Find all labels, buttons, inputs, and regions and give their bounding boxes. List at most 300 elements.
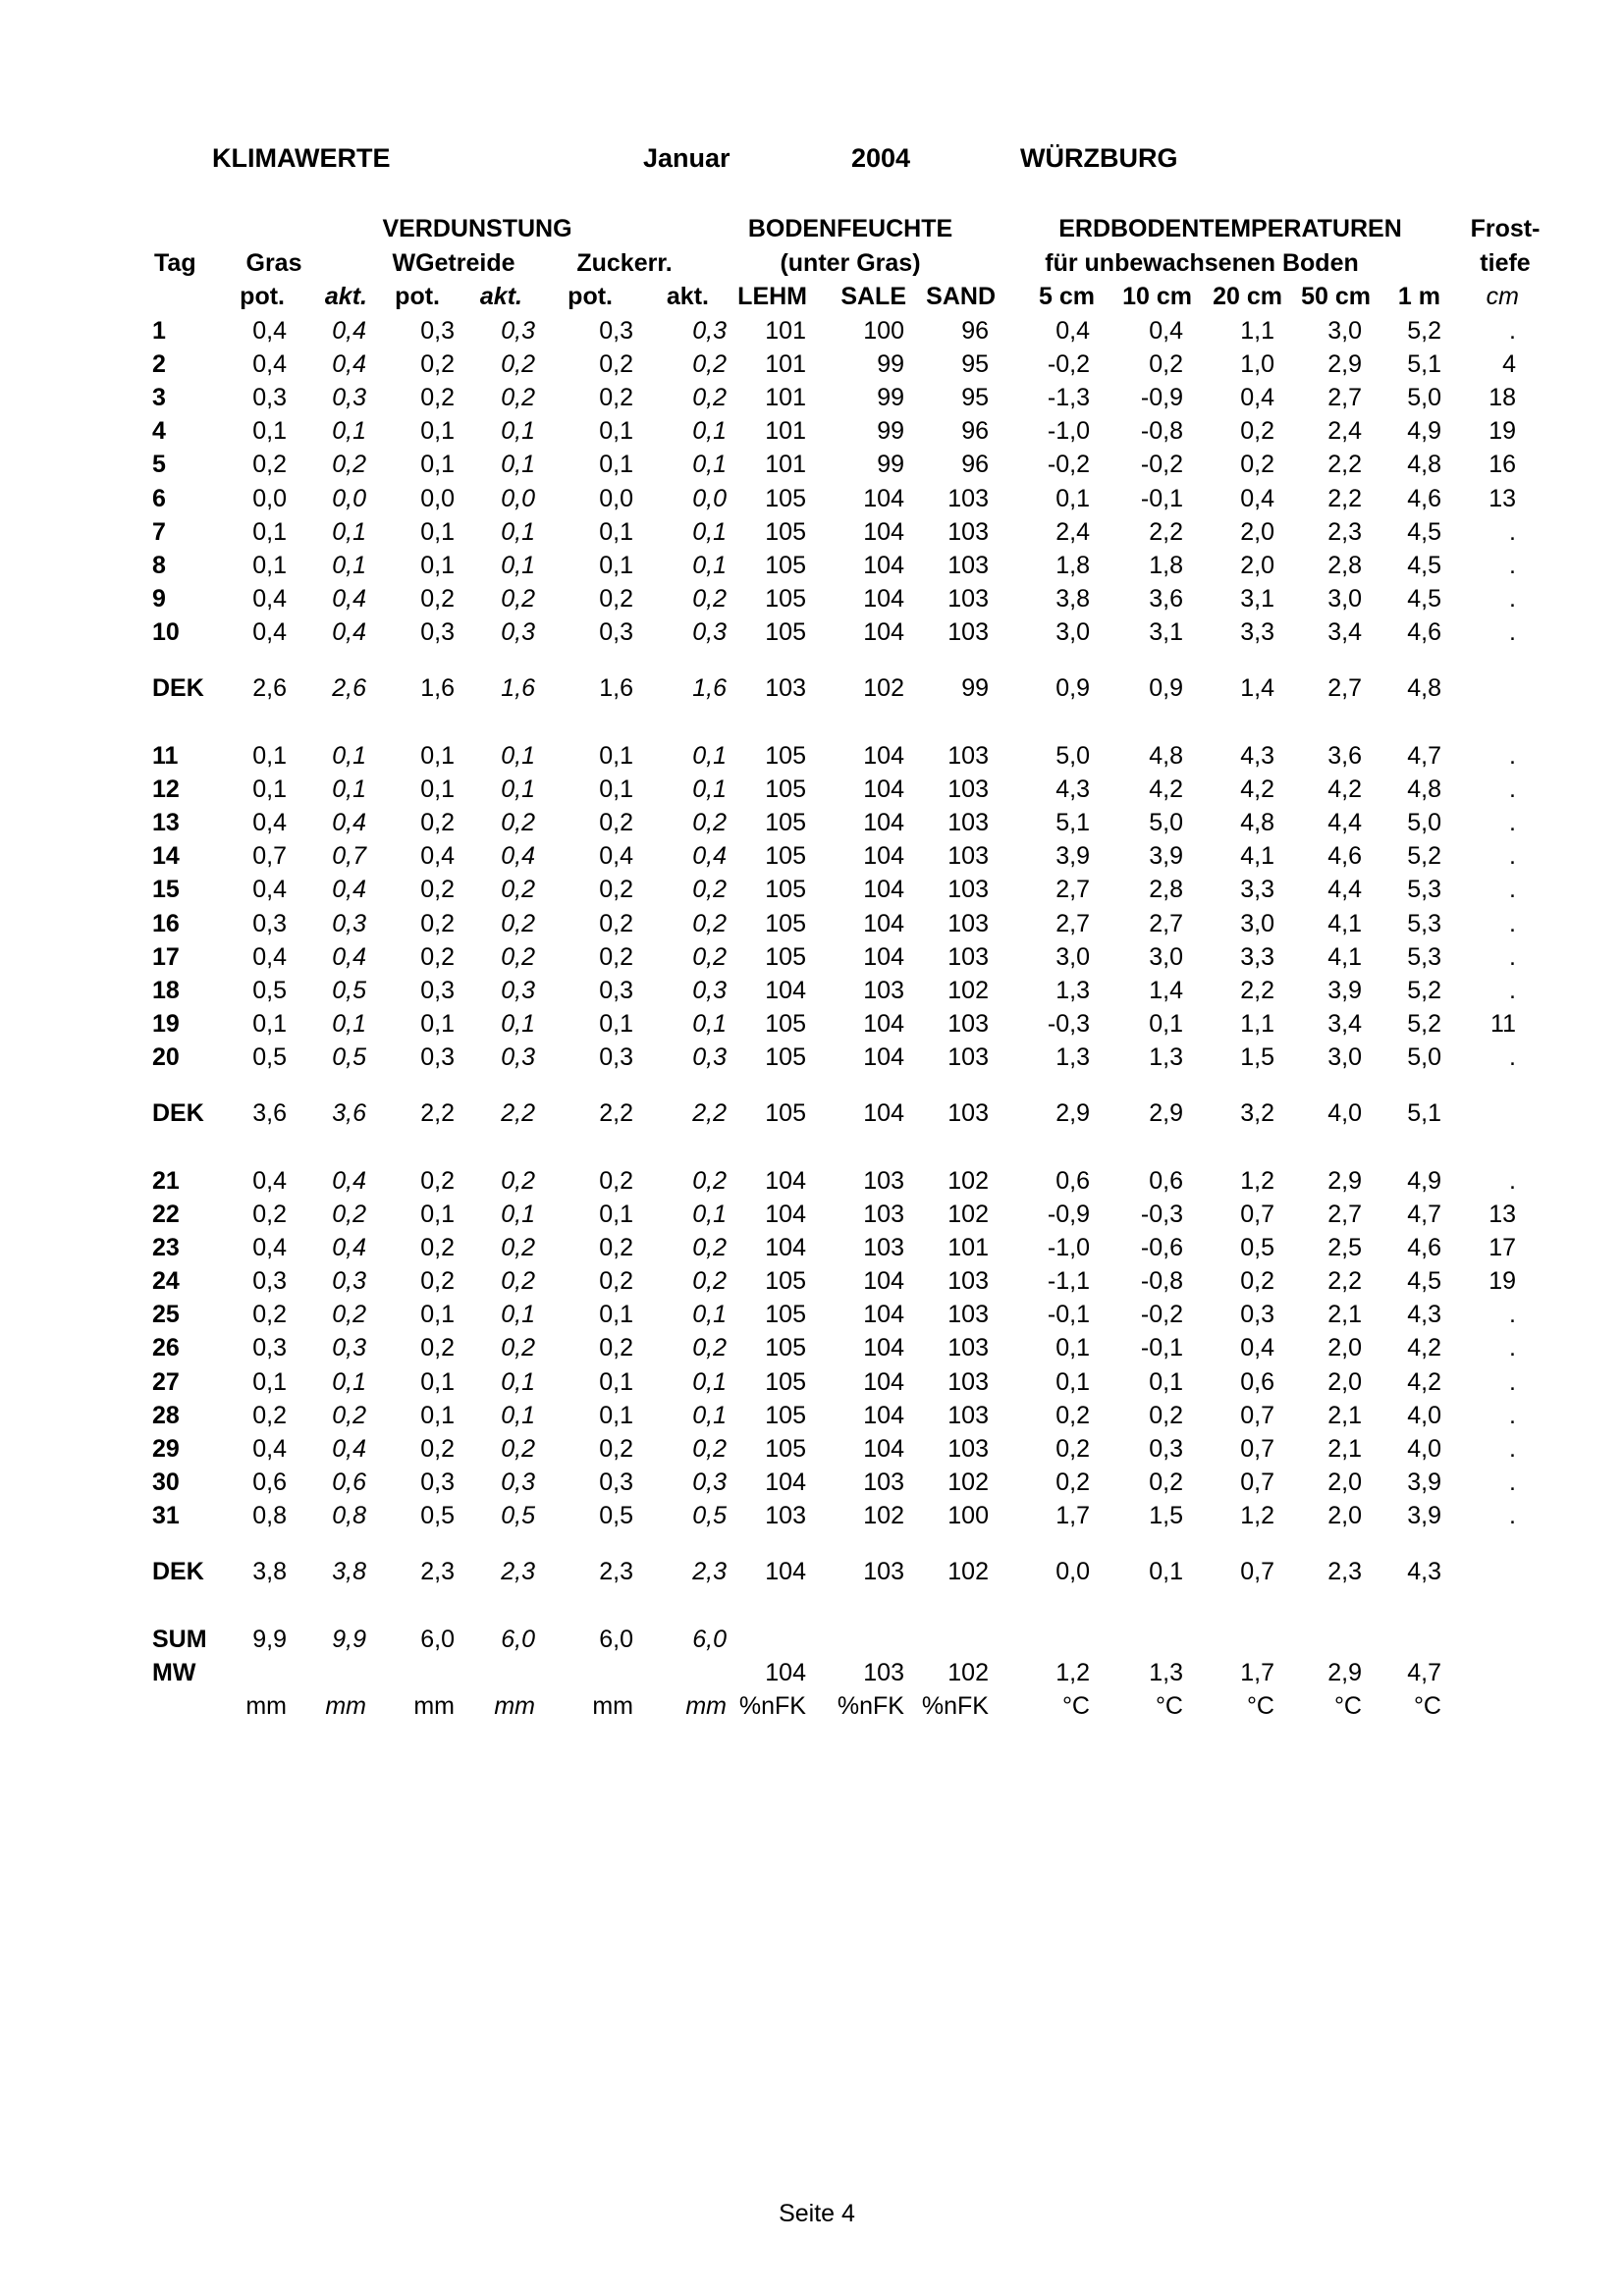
cell-zuckerr-akt: 0,3 xyxy=(692,1468,727,1496)
cell-temp-1m: 5,0 xyxy=(1407,1043,1441,1071)
cell-temp-1m: 4,9 xyxy=(1407,417,1441,445)
cell-temp-50cm: 2,1 xyxy=(1327,1435,1362,1463)
cell-temp-5cm: 3,8 xyxy=(1055,585,1090,613)
cell-temp-10cm: -0,1 xyxy=(1140,485,1183,512)
cell-temp-50cm: 2,0 xyxy=(1327,1502,1362,1529)
cell-frosttiefe: . xyxy=(1509,552,1516,579)
cell-temp-5cm: -0,2 xyxy=(1047,350,1090,378)
cell-sand: 103 xyxy=(947,876,989,903)
cell-sale: 104 xyxy=(863,1435,904,1463)
doc-title-month: Januar xyxy=(643,143,730,173)
cell-temp-10cm: 0,3 xyxy=(1149,1435,1183,1463)
cell-temp-5cm: -1,0 xyxy=(1047,1234,1090,1261)
cell-sale: 104 xyxy=(863,1368,904,1396)
header-temp-5cm: 5 cm xyxy=(1039,283,1095,310)
cell-gras-akt: 0,4 xyxy=(332,1234,366,1261)
cell-frosttiefe: . xyxy=(1509,1167,1516,1195)
cell-zuckerr-akt: 0,1 xyxy=(692,1010,727,1038)
cell-sand: 103 xyxy=(947,1267,989,1295)
cell-gras-akt: 0,3 xyxy=(332,1267,366,1295)
cell-zuckerr-akt: 0,3 xyxy=(692,977,727,1004)
cell-temp-5cm: 1,2 xyxy=(1055,1659,1090,1686)
cell-zuckerr-akt: 0,2 xyxy=(692,1267,727,1295)
cell-zuckerr-akt: mm xyxy=(685,1692,727,1720)
cell-wgetreide-pot: 0,2 xyxy=(420,585,455,613)
cell-lehm: 105 xyxy=(765,552,806,579)
cell-gras-akt: 0,7 xyxy=(332,842,366,870)
cell-wgetreide-akt: 0,2 xyxy=(501,1435,535,1463)
cell-wgetreide-akt: 0,1 xyxy=(501,518,535,546)
cell-temp-20cm: 0,4 xyxy=(1240,485,1274,512)
cell-day: 1 xyxy=(152,317,166,345)
cell-temp-1m: 4,8 xyxy=(1407,451,1441,478)
cell-frosttiefe: 19 xyxy=(1488,417,1516,445)
cell-temp-10cm: 1,4 xyxy=(1149,977,1183,1004)
cell-sale: 99 xyxy=(877,451,904,478)
cell-sand: 103 xyxy=(947,809,989,836)
cell-wgetreide-pot: 0,2 xyxy=(420,809,455,836)
cell-zuckerr-pot: 0,1 xyxy=(599,742,633,770)
cell-gras-akt: 0,2 xyxy=(332,1201,366,1228)
cell-temp-10cm: 4,2 xyxy=(1149,775,1183,803)
cell-zuckerr-pot: 0,1 xyxy=(599,518,633,546)
cell-temp-20cm: 1,2 xyxy=(1240,1502,1274,1529)
cell-lehm: 105 xyxy=(765,1267,806,1295)
cell-sale: 104 xyxy=(863,1043,904,1071)
cell-temp-20cm: 3,2 xyxy=(1240,1099,1274,1127)
cell-sale: 104 xyxy=(863,552,904,579)
cell-sale: 102 xyxy=(863,1502,904,1529)
cell-gras-akt: 2,6 xyxy=(332,674,366,702)
cell-wgetreide-akt: 0,0 xyxy=(501,485,535,512)
cell-lehm: 104 xyxy=(765,1558,806,1585)
cell-wgetreide-akt: 0,2 xyxy=(501,350,535,378)
cell-zuckerr-akt: 0,2 xyxy=(692,350,727,378)
header-gras-pot: pot. xyxy=(240,283,285,310)
cell-wgetreide-pot: 1,6 xyxy=(420,674,455,702)
cell-wgetreide-pot: 0,1 xyxy=(420,417,455,445)
cell-sale: 104 xyxy=(863,876,904,903)
cell-temp-10cm: 4,8 xyxy=(1149,742,1183,770)
cell-wgetreide-pot: 0,2 xyxy=(420,876,455,903)
cell-zuckerr-akt: 0,1 xyxy=(692,1301,727,1328)
cell-temp-10cm: -0,6 xyxy=(1140,1234,1183,1261)
cell-wgetreide-akt: 0,3 xyxy=(501,977,535,1004)
cell-sale: 104 xyxy=(863,1010,904,1038)
cell-gras-pot: 0,2 xyxy=(252,1402,287,1429)
cell-temp-1m: 4,9 xyxy=(1407,1167,1441,1195)
cell-zuckerr-akt: 6,0 xyxy=(692,1626,727,1653)
cell-temp-50cm: 2,0 xyxy=(1327,1334,1362,1362)
cell-sale: 103 xyxy=(863,1558,904,1585)
cell-gras-pot: 3,8 xyxy=(252,1558,287,1585)
cell-gras-pot: 0,4 xyxy=(252,317,287,345)
cell-lehm: 105 xyxy=(765,1368,806,1396)
cell-sand: 102 xyxy=(947,1659,989,1686)
cell-frosttiefe: 18 xyxy=(1488,384,1516,411)
cell-temp-10cm: 2,9 xyxy=(1149,1099,1183,1127)
cell-temp-50cm: 2,0 xyxy=(1327,1468,1362,1496)
cell-gras-pot: 3,6 xyxy=(252,1099,287,1127)
header-sale: SALE xyxy=(840,283,906,310)
cell-gras-akt: 0,1 xyxy=(332,1368,366,1396)
cell-sale: 104 xyxy=(863,1402,904,1429)
cell-frosttiefe: 13 xyxy=(1488,1201,1516,1228)
cell-lehm: 105 xyxy=(765,742,806,770)
cell-zuckerr-akt: 2,2 xyxy=(692,1099,727,1127)
cell-day: 25 xyxy=(152,1301,180,1328)
cell-zuckerr-pot: 0,3 xyxy=(599,1043,633,1071)
cell-gras-akt: 0,5 xyxy=(332,977,366,1004)
cell-temp-20cm: 4,8 xyxy=(1240,809,1274,836)
cell-wgetreide-pot: 2,2 xyxy=(420,1099,455,1127)
cell-frosttiefe: . xyxy=(1509,1368,1516,1396)
cell-temp-5cm: 3,0 xyxy=(1055,618,1090,646)
header-frost-unit: cm xyxy=(1486,283,1519,310)
cell-zuckerr-akt: 0,0 xyxy=(692,485,727,512)
cell-frosttiefe: . xyxy=(1509,585,1516,613)
cell-gras-pot: 0,0 xyxy=(252,485,287,512)
cell-sand: 103 xyxy=(947,1043,989,1071)
cell-temp-20cm: 2,2 xyxy=(1240,977,1274,1004)
cell-gras-akt: 0,4 xyxy=(332,317,366,345)
cell-wgetreide-akt: 0,2 xyxy=(501,876,535,903)
header-group-bodenfeuchte: BODENFEUCHTE xyxy=(747,215,953,242)
cell-gras-pot: 0,7 xyxy=(252,842,287,870)
cell-wgetreide-pot: 6,0 xyxy=(420,1626,455,1653)
cell-sand: 103 xyxy=(947,1301,989,1328)
cell-frosttiefe: . xyxy=(1509,618,1516,646)
cell-zuckerr-akt: 0,1 xyxy=(692,1201,727,1228)
cell-sand: 102 xyxy=(947,1558,989,1585)
cell-lehm: 104 xyxy=(765,1234,806,1261)
cell-zuckerr-pot: 0,4 xyxy=(599,842,633,870)
cell-zuckerr-pot: 0,3 xyxy=(599,317,633,345)
cell-day: 2 xyxy=(152,350,166,378)
cell-temp-5cm: 1,3 xyxy=(1055,977,1090,1004)
cell-zuckerr-pot: 0,2 xyxy=(599,350,633,378)
cell-temp-10cm: -0,8 xyxy=(1140,1267,1183,1295)
cell-wgetreide-akt: 0,3 xyxy=(501,618,535,646)
cell-sand: 103 xyxy=(947,1435,989,1463)
cell-gras-pot: 0,4 xyxy=(252,1167,287,1195)
cell-wgetreide-pot: 0,1 xyxy=(420,742,455,770)
cell-frosttiefe: . xyxy=(1509,977,1516,1004)
cell-wgetreide-akt: 0,3 xyxy=(501,1043,535,1071)
cell-gras-akt: 0,4 xyxy=(332,585,366,613)
cell-temp-5cm: -1,0 xyxy=(1047,417,1090,445)
cell-gras-akt: mm xyxy=(325,1692,366,1720)
cell-wgetreide-pot: 0,2 xyxy=(420,1435,455,1463)
cell-gras-pot: 0,8 xyxy=(252,1502,287,1529)
cell-temp-1m: 5,3 xyxy=(1407,910,1441,937)
cell-gras-akt: 0,4 xyxy=(332,350,366,378)
cell-wgetreide-akt: 0,2 xyxy=(501,910,535,937)
cell-temp-5cm: 0,0 xyxy=(1055,1558,1090,1585)
cell-sand: 103 xyxy=(947,1368,989,1396)
cell-sale: 103 xyxy=(863,1201,904,1228)
cell-wgetreide-pot: 0,1 xyxy=(420,1201,455,1228)
cell-temp-20cm: 0,2 xyxy=(1240,1267,1274,1295)
cell-gras-pot: 0,4 xyxy=(252,809,287,836)
cell-frosttiefe: . xyxy=(1509,842,1516,870)
cell-lehm: 105 xyxy=(765,910,806,937)
cell-zuckerr-pot: 0,3 xyxy=(599,977,633,1004)
cell-temp-5cm: 2,7 xyxy=(1055,910,1090,937)
cell-wgetreide-akt: 1,6 xyxy=(501,674,535,702)
header-temp-10cm: 10 cm xyxy=(1122,283,1192,310)
cell-gras-akt: 0,1 xyxy=(332,775,366,803)
cell-zuckerr-akt: 0,1 xyxy=(692,1368,727,1396)
cell-wgetreide-akt: 0,1 xyxy=(501,451,535,478)
cell-temp-50cm: °C xyxy=(1333,1692,1362,1720)
cell-gras-akt: 0,2 xyxy=(332,451,366,478)
cell-wgetreide-pot: 0,1 xyxy=(420,1010,455,1038)
cell-temp-5cm: 0,2 xyxy=(1055,1468,1090,1496)
cell-zuckerr-pot: 2,3 xyxy=(599,1558,633,1585)
cell-frosttiefe: . xyxy=(1509,1043,1516,1071)
cell-temp-50cm: 2,9 xyxy=(1327,1659,1362,1686)
cell-temp-50cm: 4,0 xyxy=(1327,1099,1362,1127)
cell-sand: 102 xyxy=(947,1468,989,1496)
cell-wgetreide-pot: 0,1 xyxy=(420,775,455,803)
cell-gras-pot: 0,1 xyxy=(252,417,287,445)
doc-title-station: WÜRZBURG xyxy=(1020,143,1178,173)
cell-temp-20cm: 4,2 xyxy=(1240,775,1274,803)
cell-day: 3 xyxy=(152,384,166,411)
cell-temp-50cm: 2,4 xyxy=(1327,417,1362,445)
cell-sand: 103 xyxy=(947,485,989,512)
header-wgetreide-akt: akt. xyxy=(479,283,522,310)
cell-sand: 103 xyxy=(947,1010,989,1038)
cell-temp-50cm: 2,3 xyxy=(1327,1558,1362,1585)
cell-lehm: 101 xyxy=(765,350,806,378)
cell-sand: 95 xyxy=(961,350,989,378)
cell-wgetreide-akt: 0,1 xyxy=(501,417,535,445)
cell-wgetreide-akt: 0,1 xyxy=(501,1301,535,1328)
cell-day: 28 xyxy=(152,1402,180,1429)
cell-zuckerr-pot: 0,2 xyxy=(599,910,633,937)
cell-day: 21 xyxy=(152,1167,180,1195)
cell-wgetreide-pot: 0,2 xyxy=(420,350,455,378)
cell-lehm: 101 xyxy=(765,451,806,478)
cell-zuckerr-akt: 0,5 xyxy=(692,1502,727,1529)
cell-sale: 104 xyxy=(863,842,904,870)
cell-lehm: 105 xyxy=(765,842,806,870)
cell-zuckerr-akt: 0,2 xyxy=(692,384,727,411)
cell-wgetreide-pot: 0,3 xyxy=(420,317,455,345)
cell-gras-pot: 0,4 xyxy=(252,1435,287,1463)
cell-temp-1m: 4,6 xyxy=(1407,1234,1441,1261)
cell-temp-10cm: -0,2 xyxy=(1140,1301,1183,1328)
cell-day: 18 xyxy=(152,977,180,1004)
cell-temp-5cm: 0,1 xyxy=(1055,1368,1090,1396)
cell-temp-10cm: 5,0 xyxy=(1149,809,1183,836)
cell-zuckerr-akt: 0,3 xyxy=(692,618,727,646)
cell-gras-akt: 0,4 xyxy=(332,876,366,903)
cell-temp-10cm: °C xyxy=(1155,1692,1183,1720)
cell-temp-1m: 5,0 xyxy=(1407,809,1441,836)
cell-zuckerr-akt: 0,1 xyxy=(692,775,727,803)
cell-day: MW xyxy=(152,1659,196,1686)
cell-gras-akt: 0,1 xyxy=(332,417,366,445)
cell-day: 9 xyxy=(152,585,166,613)
cell-sand: 103 xyxy=(947,618,989,646)
cell-wgetreide-pot: 0,2 xyxy=(420,910,455,937)
cell-temp-1m: 5,2 xyxy=(1407,977,1441,1004)
cell-day: 7 xyxy=(152,518,166,546)
cell-wgetreide-akt: 0,1 xyxy=(501,1368,535,1396)
cell-temp-20cm: °C xyxy=(1246,1692,1274,1720)
cell-frosttiefe: . xyxy=(1509,775,1516,803)
cell-sand: 103 xyxy=(947,1334,989,1362)
cell-wgetreide-pot: 0,3 xyxy=(420,977,455,1004)
cell-temp-50cm: 4,6 xyxy=(1327,842,1362,870)
cell-gras-pot: 0,3 xyxy=(252,1334,287,1362)
cell-wgetreide-akt: 0,1 xyxy=(501,1201,535,1228)
cell-gras-akt: 3,6 xyxy=(332,1099,366,1127)
cell-temp-1m: 4,7 xyxy=(1407,1659,1441,1686)
cell-temp-50cm: 3,6 xyxy=(1327,742,1362,770)
cell-day: 20 xyxy=(152,1043,180,1071)
cell-sale: 104 xyxy=(863,585,904,613)
cell-gras-akt: 0,2 xyxy=(332,1301,366,1328)
cell-temp-20cm: 1,5 xyxy=(1240,1043,1274,1071)
cell-gras-akt: 9,9 xyxy=(332,1626,366,1653)
cell-temp-20cm: 1,1 xyxy=(1240,1010,1274,1038)
cell-temp-10cm: 0,1 xyxy=(1149,1010,1183,1038)
cell-temp-5cm: 0,2 xyxy=(1055,1402,1090,1429)
cell-sand: 101 xyxy=(947,1234,989,1261)
cell-wgetreide-akt: 0,1 xyxy=(501,552,535,579)
cell-temp-1m: 4,0 xyxy=(1407,1435,1441,1463)
cell-zuckerr-akt: 2,3 xyxy=(692,1558,727,1585)
cell-wgetreide-pot: mm xyxy=(413,1692,455,1720)
cell-zuckerr-pot: 0,2 xyxy=(599,1334,633,1362)
header-temp-1m: 1 m xyxy=(1397,283,1440,310)
cell-gras-pot: 0,3 xyxy=(252,1267,287,1295)
cell-gras-pot: 0,1 xyxy=(252,742,287,770)
cell-frosttiefe: 13 xyxy=(1488,485,1516,512)
cell-lehm: 105 xyxy=(765,1043,806,1071)
cell-temp-10cm: -0,8 xyxy=(1140,417,1183,445)
cell-wgetreide-akt: 0,2 xyxy=(501,809,535,836)
cell-zuckerr-pot: 2,2 xyxy=(599,1099,633,1127)
cell-zuckerr-pot: 0,1 xyxy=(599,451,633,478)
cell-lehm: 105 xyxy=(765,1435,806,1463)
cell-wgetreide-akt: 0,3 xyxy=(501,1468,535,1496)
cell-zuckerr-pot: 0,2 xyxy=(599,384,633,411)
cell-temp-10cm: -0,2 xyxy=(1140,451,1183,478)
cell-day: 29 xyxy=(152,1435,180,1463)
cell-wgetreide-pot: 0,0 xyxy=(420,485,455,512)
cell-wgetreide-pot: 0,5 xyxy=(420,1502,455,1529)
cell-zuckerr-akt: 0,1 xyxy=(692,552,727,579)
cell-temp-20cm: 0,6 xyxy=(1240,1368,1274,1396)
cell-temp-1m: 4,5 xyxy=(1407,585,1441,613)
cell-wgetreide-akt: 6,0 xyxy=(501,1626,535,1653)
cell-zuckerr-akt: 1,6 xyxy=(692,674,727,702)
cell-sale: 99 xyxy=(877,350,904,378)
cell-temp-10cm: 3,0 xyxy=(1149,943,1183,971)
cell-wgetreide-pot: 0,4 xyxy=(420,842,455,870)
cell-zuckerr-akt: 0,4 xyxy=(692,842,727,870)
cell-wgetreide-akt: 0,2 xyxy=(501,1334,535,1362)
doc-title-label: KLIMAWERTE xyxy=(212,143,391,173)
cell-temp-10cm: 0,6 xyxy=(1149,1167,1183,1195)
cell-temp-50cm: 2,1 xyxy=(1327,1402,1362,1429)
cell-sale: 104 xyxy=(863,809,904,836)
cell-temp-1m: 4,7 xyxy=(1407,742,1441,770)
cell-temp-10cm: 0,1 xyxy=(1149,1368,1183,1396)
cell-frosttiefe: 4 xyxy=(1502,350,1516,378)
cell-zuckerr-pot: 0,2 xyxy=(599,1435,633,1463)
cell-temp-10cm: 2,8 xyxy=(1149,876,1183,903)
cell-gras-akt: 0,4 xyxy=(332,943,366,971)
cell-temp-20cm: 4,3 xyxy=(1240,742,1274,770)
cell-temp-20cm: 3,3 xyxy=(1240,876,1274,903)
cell-zuckerr-akt: 0,1 xyxy=(692,451,727,478)
cell-zuckerr-pot: 1,6 xyxy=(599,674,633,702)
cell-temp-20cm: 0,4 xyxy=(1240,384,1274,411)
cell-sand: 103 xyxy=(947,1099,989,1127)
cell-temp-20cm: 3,3 xyxy=(1240,618,1274,646)
cell-frosttiefe: . xyxy=(1509,1301,1516,1328)
header-gras-akt: akt. xyxy=(324,283,367,310)
cell-wgetreide-akt: 0,3 xyxy=(501,317,535,345)
cell-lehm: 105 xyxy=(765,585,806,613)
cell-zuckerr-pot: 0,2 xyxy=(599,943,633,971)
cell-gras-akt: 0,2 xyxy=(332,1402,366,1429)
cell-temp-5cm: 1,7 xyxy=(1055,1502,1090,1529)
cell-temp-5cm: 2,4 xyxy=(1055,518,1090,546)
header-zuckerr: Zuckerr. xyxy=(576,249,673,277)
cell-lehm: 105 xyxy=(765,485,806,512)
cell-day: 8 xyxy=(152,552,166,579)
cell-gras-pot: 0,2 xyxy=(252,1201,287,1228)
cell-temp-1m: 4,5 xyxy=(1407,518,1441,546)
cell-lehm: 103 xyxy=(765,1502,806,1529)
cell-sale: 103 xyxy=(863,977,904,1004)
cell-gras-akt: 0,1 xyxy=(332,742,366,770)
cell-temp-10cm: 3,6 xyxy=(1149,585,1183,613)
cell-day: 11 xyxy=(152,742,179,770)
cell-lehm: 101 xyxy=(765,384,806,411)
cell-temp-50cm: 2,2 xyxy=(1327,485,1362,512)
cell-wgetreide-pot: 0,2 xyxy=(420,1234,455,1261)
cell-sand: 103 xyxy=(947,552,989,579)
cell-temp-5cm: -0,1 xyxy=(1047,1301,1090,1328)
cell-zuckerr-pot: 0,5 xyxy=(599,1502,633,1529)
cell-wgetreide-akt: 0,2 xyxy=(501,1167,535,1195)
cell-zuckerr-pot: 0,2 xyxy=(599,1234,633,1261)
cell-zuckerr-pot: 0,1 xyxy=(599,1402,633,1429)
cell-zuckerr-pot: 0,3 xyxy=(599,618,633,646)
cell-wgetreide-akt: 0,2 xyxy=(501,1234,535,1261)
cell-temp-20cm: 0,5 xyxy=(1240,1234,1274,1261)
cell-gras-akt: 0,4 xyxy=(332,1435,366,1463)
cell-temp-20cm: 0,2 xyxy=(1240,417,1274,445)
cell-gras-akt: 0,4 xyxy=(332,618,366,646)
cell-gras-akt: 0,6 xyxy=(332,1468,366,1496)
cell-temp-5cm: 0,1 xyxy=(1055,1334,1090,1362)
cell-gras-pot: mm xyxy=(245,1692,287,1720)
header-lehm: LEHM xyxy=(737,283,807,310)
cell-temp-20cm: 0,7 xyxy=(1240,1468,1274,1496)
cell-lehm: 105 xyxy=(765,1334,806,1362)
cell-lehm: 105 xyxy=(765,775,806,803)
cell-day: 27 xyxy=(152,1368,180,1396)
